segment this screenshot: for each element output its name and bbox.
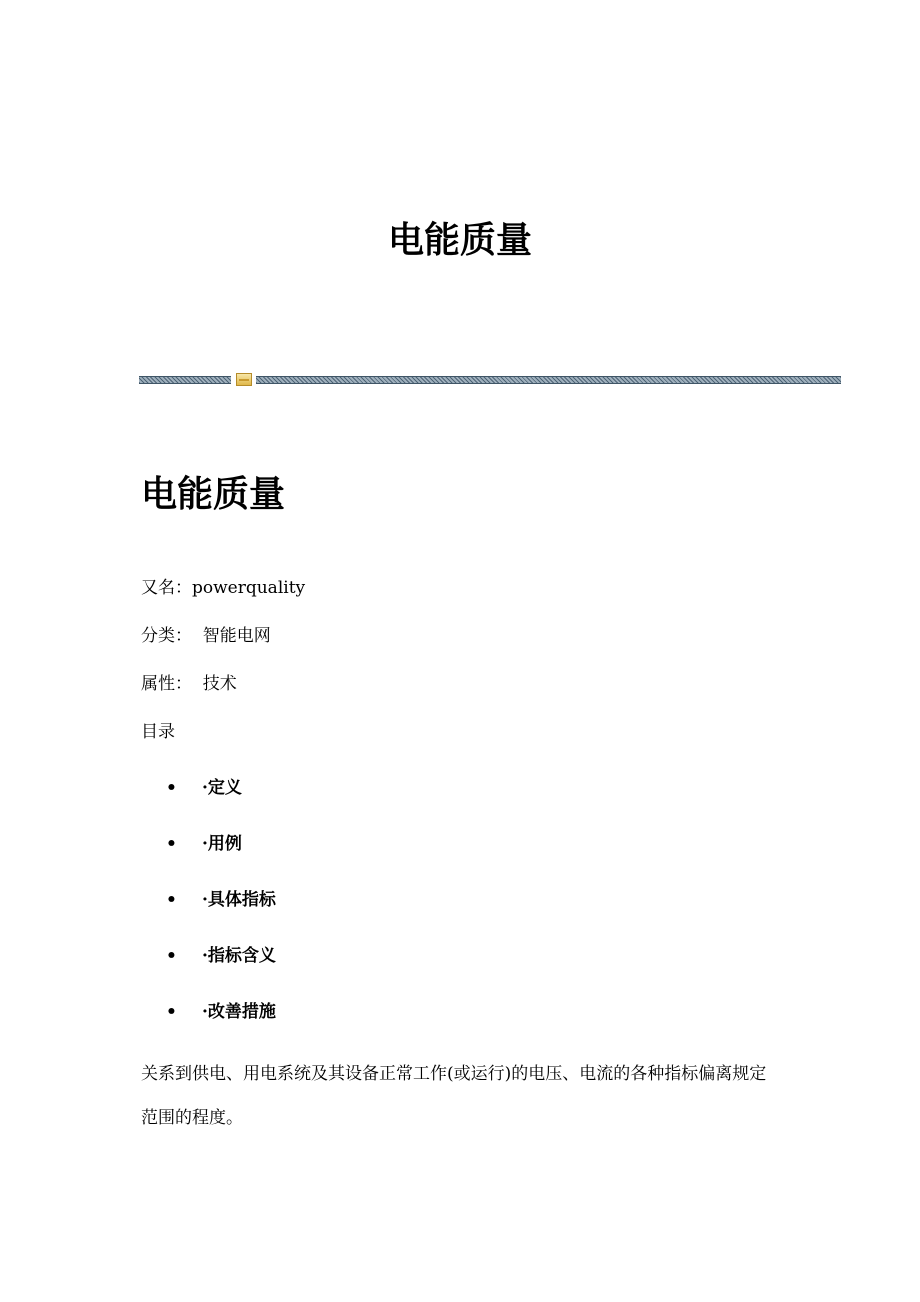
bullet-icon: • [166, 946, 177, 966]
bullet-icon: • [166, 778, 177, 798]
toc-item-use-case[interactable] [166, 832, 276, 888]
toc-item-definition[interactable] [166, 776, 276, 832]
toc-item-indicator-meaning[interactable] [166, 944, 276, 1000]
cover-title: 电能质量 [387, 220, 532, 261]
divider-bar-left [139, 376, 231, 384]
bullet-icon: • [166, 834, 177, 854]
divider-ornament-icon [236, 373, 252, 386]
toc-label: 目录 [141, 722, 175, 742]
toc-item-label[interactable]: ·用例 [202, 834, 242, 854]
divider-bar-right [256, 376, 841, 384]
decorative-divider [139, 372, 841, 386]
category-line: 分类： 智能电网 [141, 626, 271, 646]
alias-line: 又名：powerquality [141, 578, 306, 598]
bullet-icon: • [166, 1002, 177, 1022]
toc-item-label[interactable]: ·具体指标 [202, 890, 276, 910]
toc-item-specific-indicators[interactable] [166, 888, 276, 944]
table-of-contents [166, 776, 276, 1056]
definition-paragraph: 关系到供电、用电系统及其设备正常工作(或运行)的电压、电流的各种指标偏离规定范围的程度。 [141, 1064, 767, 1128]
toc-item-improvement-measures[interactable] [166, 1000, 276, 1056]
toc-item-label[interactable]: ·改善措施 [202, 1002, 276, 1022]
bullet-icon: • [166, 890, 177, 910]
attribute-line: 属性： 技术 [141, 674, 237, 694]
toc-item-label[interactable]: ·定义 [202, 778, 242, 798]
article-heading: 电能质量 [141, 474, 286, 515]
toc-item-label[interactable]: ·指标含义 [202, 946, 276, 966]
